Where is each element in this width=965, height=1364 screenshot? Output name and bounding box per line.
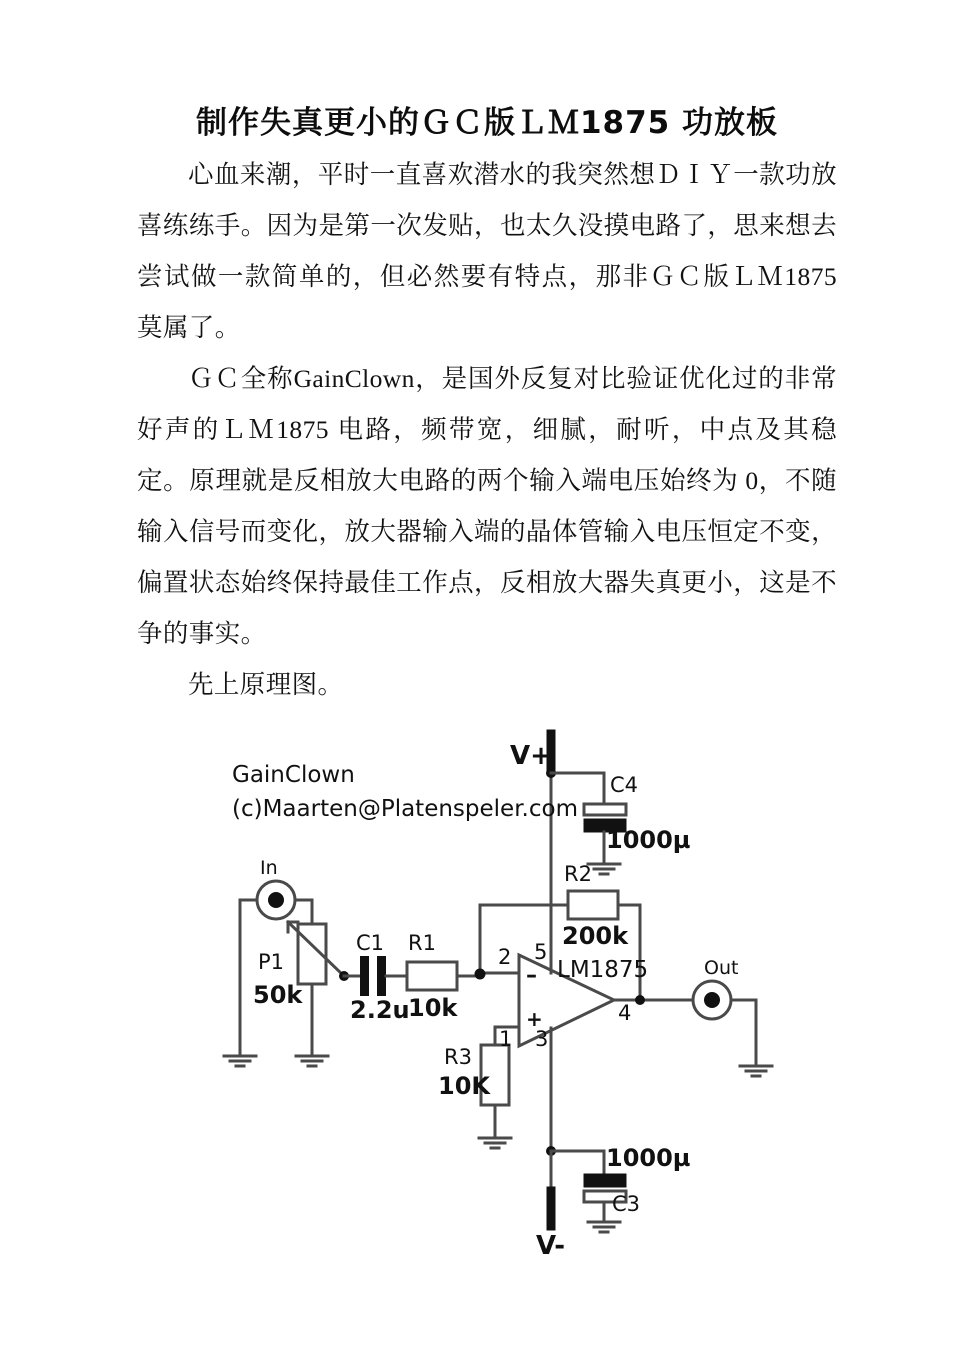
ground-symbol-input-shield <box>224 1056 256 1066</box>
c4-ref-label: C4 <box>610 773 639 797</box>
schematic-credit-line-2: (c)Maarten@Platenspeler.com <box>232 796 578 822</box>
ground-symbol-c4 <box>588 864 620 874</box>
r3-ref-label: R3 <box>444 1045 472 1069</box>
schematic-credit-line-1: GainClown <box>232 762 355 788</box>
circuit-schematic-figure <box>196 726 796 1261</box>
document-body <box>137 104 837 710</box>
c4-plate-positive <box>584 804 626 815</box>
c1-value-label: 2.2u <box>350 996 410 1024</box>
page-title: 制作失真更小的ＧＣ版ＬＭ1875 功放板 <box>195 105 779 141</box>
pin-label-output: 4 <box>618 1001 632 1025</box>
output-jack-pin <box>704 992 720 1008</box>
r1-ref-label: R1 <box>408 931 436 955</box>
p1-value-label: 50k <box>253 981 303 1009</box>
pin-label-inverting: 2 <box>498 945 512 969</box>
c3-ref-label: C3 <box>612 1192 641 1216</box>
pin-label-noninverting: 1 <box>499 1027 513 1051</box>
r1-value-label: 10k <box>408 994 458 1022</box>
ground-symbol-p1 <box>296 1056 328 1066</box>
c1-plate-left <box>360 956 369 996</box>
ground-symbol-c3 <box>588 1222 620 1232</box>
v-positive-label: V+ <box>510 741 552 771</box>
v-negative-label: V- <box>536 1231 566 1261</box>
gainclown-lm1875-schematic <box>196 726 796 1261</box>
c3-value-label: 1000µ <box>606 1144 691 1172</box>
opamp-inverting-sign: – <box>526 963 537 988</box>
input-jack-pin <box>268 892 284 908</box>
junction-dot-output <box>635 995 645 1005</box>
r2-ref-label: R2 <box>564 862 592 886</box>
pin-label-vpos: 5 <box>534 940 548 964</box>
c4-value-label: 1000µ <box>606 826 691 854</box>
r2-resistor-body <box>568 891 618 919</box>
pin-label-vneg: 3 <box>535 1027 549 1051</box>
c1-ref-label: C1 <box>356 931 385 955</box>
opamp-noninverting-sign: + <box>526 1007 543 1031</box>
output-jack-label: Out <box>704 957 739 979</box>
r1-resistor-body <box>407 962 457 990</box>
c3-plate-negative <box>584 1174 626 1187</box>
ground-symbol-output <box>740 1066 772 1076</box>
input-jack-label: In <box>260 857 278 879</box>
ic-label-lm1875: LM1875 <box>557 957 649 983</box>
r3-value-label: 10K <box>438 1072 490 1100</box>
r2-value-label: 200k <box>562 922 629 950</box>
junction-dot-summing <box>475 969 486 980</box>
ground-symbol-r3 <box>479 1138 511 1148</box>
p1-ref-label: P1 <box>258 950 285 974</box>
paragraph-2: ＧＣ全称GainClown，是国外反复对比验证优化过的非常好声的ＬＭ1875 电路，频带宽，细腻，耐听，中点及其稳定。原理就是反相放大电路的两个输入端电压始终为 0，不随输入信号而变化，放大器输入端的晶体管输入电压恒定不变，偏置状态始终保持最佳工作点，反相放大器失真更小，这是不争的事实。 <box>137 363 837 648</box>
paragraph-1: 心血来潮，平时一直喜欢潜水的我突然想ＤＩＹ一款功放喜练练手。因为是第一次发贴，也太久没摸电路了，思来想去尝试做一款简单的，但必然要有特点，那非ＧＣ版ＬＭ1875 莫属了。 <box>137 159 837 342</box>
paragraph-3: 先上原理图。 <box>188 669 344 699</box>
